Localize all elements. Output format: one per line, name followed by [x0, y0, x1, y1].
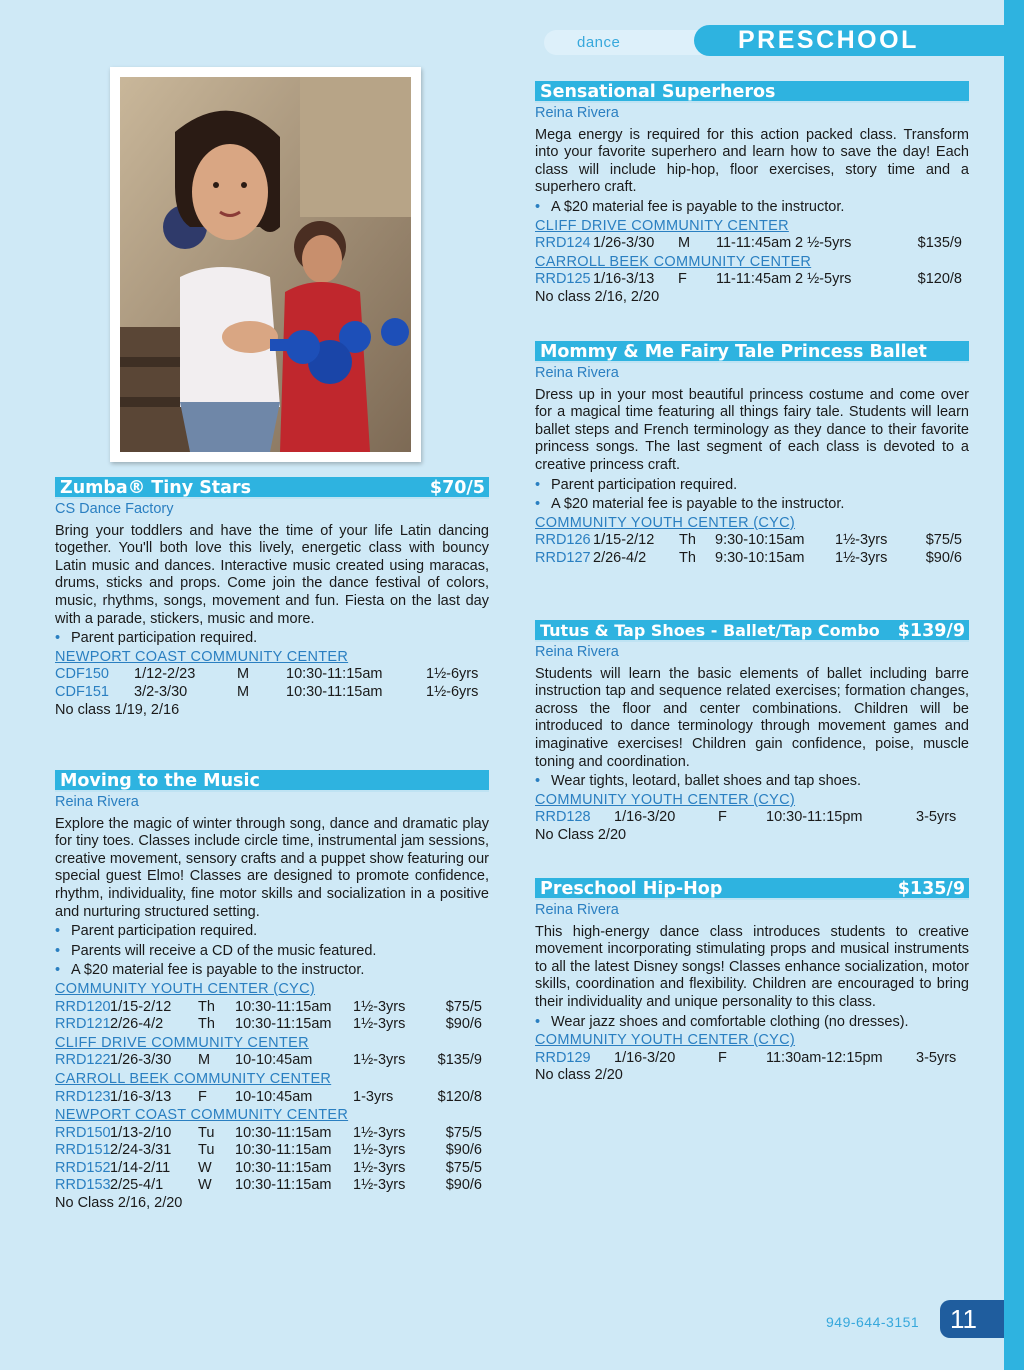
course-time: 10:30-11:15am: [235, 1016, 332, 1033]
class-price: $135/9: [897, 879, 965, 899]
class-mommy-and-me-princess-ballet: [535, 341, 969, 568]
class-description: Explore the magic of winter through song, dance and dramatic play for tiny toes. Classes include circle time, instrumental jam sessions, creative movement, sensory crafts and a puppet show featuring our special guest Elmo! Classes are designed to promote confidence, rhythm, individuality, fine motor skills and socialization in a positive and nurturing structured setting.: [55, 815, 489, 920]
class-moving-to-the-music: [55, 770, 489, 1213]
course-price: $90/6: [925, 549, 962, 566]
class-title: Tutus & Tap Shoes - Ballet/Tap Combo: [540, 621, 880, 640]
course-code[interactable]: RRD122: [55, 1052, 111, 1069]
course-time: 10:30-11:15am: [235, 1177, 332, 1194]
course-time: 10:30-11:15am: [235, 998, 332, 1015]
class-instructor: Reina Rivera: [535, 902, 619, 918]
course-dates: 3/2-3/30: [134, 683, 188, 700]
course-age: 2 ½-5yrs: [795, 235, 852, 252]
header-category: dance: [577, 34, 621, 51]
course-day: Th: [198, 998, 215, 1015]
location-link[interactable]: NEWPORT COAST COMMUNITY CENTER: [55, 1107, 349, 1124]
course-price: $120/8: [437, 1088, 482, 1105]
course-code[interactable]: RRD150: [55, 1124, 111, 1141]
class-title-bar: [55, 477, 489, 499]
course-day: M: [237, 666, 250, 683]
schedule-row: [535, 271, 969, 289]
course-code[interactable]: RRD124: [535, 235, 591, 252]
course-price: $75/5: [445, 1124, 482, 1141]
class-bullet: • Wear tights, leotard, ballet shoes and tap shoes.: [535, 773, 862, 790]
course-day: F: [678, 271, 687, 288]
course-price: $90/6: [445, 1142, 482, 1159]
location-link[interactable]: NEWPORT COAST COMMUNITY CENTER: [55, 648, 349, 665]
class-bullet: • Parent participation required.: [535, 476, 738, 493]
class-bullet: • Parent participation required.: [55, 923, 258, 940]
course-day: Tu: [198, 1142, 215, 1159]
course-dates: 1/16-3/20: [614, 1049, 676, 1066]
class-title: Mommy & Me Fairy Tale Princess Ballet: [540, 342, 927, 362]
schedule-row: [55, 1177, 489, 1195]
course-time: 9:30-10:15am: [715, 532, 805, 549]
schedule-row: [55, 1052, 489, 1070]
course-dates: 1/26-3/30: [593, 235, 655, 252]
footer-page-number: 11: [940, 1300, 1004, 1338]
course-code[interactable]: RRD120: [55, 998, 111, 1015]
schedule-row: [55, 1125, 489, 1143]
class-title: Zumba® Tiny Stars: [60, 478, 252, 498]
class-bullet: • Wear jazz shoes and comfortable clothing (no dresses).: [535, 1013, 909, 1030]
course-code[interactable]: CDF151: [55, 683, 109, 700]
course-price: $90/6: [445, 1177, 482, 1194]
bullet-text: Parent participation required.: [551, 476, 738, 493]
course-age: 3-5yrs: [916, 1049, 957, 1066]
schedule-row: [55, 666, 489, 684]
class-title-bar: [535, 341, 969, 363]
course-dates: 1/26-3/30: [110, 1052, 172, 1069]
course-day: Th: [679, 532, 696, 549]
course-age: 1½-3yrs: [835, 549, 888, 566]
photo-children-dancing: [110, 67, 421, 462]
course-age: 2 ½-5yrs: [795, 271, 852, 288]
class-note: No Class 2/20: [535, 826, 627, 843]
course-day: M: [678, 235, 691, 252]
schedule-row: [55, 999, 489, 1017]
class-title: Sensational Superheros: [540, 82, 776, 102]
course-price: $120/8: [917, 271, 962, 288]
photo-illustration: [120, 77, 411, 452]
course-age: 1½-3yrs: [353, 1177, 406, 1194]
class-description: Mega energy is required for this action packed class. Transform into your favorite superhero and learn how to save the day! Each class will include hip-hop, floor exercises, story time and a superhero craft.: [535, 126, 969, 196]
class-title: Moving to the Music: [60, 771, 260, 791]
class-bullet: • A $20 material fee is payable to the instructor.: [55, 962, 365, 979]
schedule-row: [55, 1016, 489, 1034]
schedule-row: [535, 809, 969, 827]
course-age: 1½-6yrs: [426, 666, 479, 683]
course-dates: 2/24-3/31: [110, 1142, 172, 1159]
course-dates: 1/15-2/12: [593, 532, 655, 549]
course-code[interactable]: RRD151: [55, 1142, 111, 1159]
course-time: 10-10:45am: [235, 1088, 313, 1105]
class-note: No class 2/16, 2/20: [535, 288, 660, 305]
course-code[interactable]: RRD126: [535, 532, 591, 549]
course-dates: 1/13-2/10: [110, 1124, 172, 1141]
course-time: 10:30-11:15am: [286, 683, 383, 700]
course-time: 10:30-11:15am: [235, 1142, 332, 1159]
bullet-text: Parents will receive a CD of the music featured.: [71, 942, 377, 959]
class-title-bar: [535, 81, 969, 103]
class-title-bar: [535, 878, 969, 900]
class-bullet: • Parents will receive a CD of the music featured.: [55, 942, 377, 959]
location-link[interactable]: CARROLL BEEK COMMUNITY CENTER: [55, 1070, 332, 1087]
bullet-text: Wear jazz shoes and comfortable clothing (no dresses).: [551, 1013, 909, 1030]
class-description: Bring your toddlers and have the time of your life Latin dancing together. You'll both love this lively, energetic class with bouncy Latin music and dances. Interactive music created using maracas, drums, sticks and props. Come join the dance festival of colors, music, rhythms, songs, movement and fun. Fiesta on the last day with a parade, stickers, music and more.: [55, 522, 489, 627]
course-price: $75/5: [445, 998, 482, 1015]
course-dates: 1/16-3/13: [593, 271, 655, 288]
course-code[interactable]: RRD129: [535, 1049, 591, 1066]
course-day: W: [198, 1159, 212, 1176]
location-link[interactable]: CARROLL BEEK COMMUNITY CENTER: [535, 253, 812, 270]
class-title-bar: [535, 620, 969, 642]
course-time: 10:30-11:15am: [286, 666, 383, 683]
course-code[interactable]: RRD121: [55, 1016, 111, 1033]
course-day: M: [237, 683, 250, 700]
location-link[interactable]: CLIFF DRIVE COMMUNITY CENTER: [55, 1034, 309, 1051]
class-price: $70/5: [429, 478, 485, 498]
class-instructor: Reina Rivera: [535, 365, 619, 381]
bullet-text: Parent participation required.: [71, 630, 258, 647]
location-link[interactable]: CLIFF DRIVE COMMUNITY CENTER: [535, 217, 789, 234]
course-time: 11:30am-12:15pm: [766, 1049, 883, 1066]
class-bullet: • A $20 material fee is payable to the instructor.: [535, 496, 845, 513]
course-price: $75/5: [925, 532, 962, 549]
schedule-row: [535, 550, 969, 568]
course-time: 10:30-11:15am: [235, 1159, 332, 1176]
class-note: No Class 2/16, 2/20: [55, 1195, 183, 1212]
course-day: Th: [198, 1016, 215, 1033]
course-code[interactable]: RRD127: [535, 549, 591, 566]
course-time: 11-11:45am: [716, 271, 792, 288]
course-dates: 2/26-4/2: [110, 1016, 164, 1033]
course-age: 1½-3yrs: [353, 1016, 406, 1033]
course-day: M: [198, 1052, 211, 1069]
bullet-text: A $20 material fee is payable to the instructor.: [71, 962, 365, 979]
course-time: 10:30-11:15am: [235, 1124, 332, 1141]
schedule-row: [55, 684, 489, 702]
class-sensational-superheros: [535, 81, 969, 307]
class-description: Students will learn the basic elements of ballet including barre instruction tap and sequence related exercises; formation changes, across the floor and center combinations. Children will be introduced to dance terminology through movement games and imaginative exercises! Children gain confidence, poise, muscle toning and coordination.: [535, 665, 969, 770]
course-dates: 1/15-2/12: [110, 998, 172, 1015]
location-link[interactable]: COMMUNITY YOUTH CENTER (CYC): [535, 1032, 796, 1049]
course-dates: 1/16-3/20: [614, 809, 676, 826]
course-price: $75/5: [445, 1159, 482, 1176]
class-instructor: CS Dance Factory: [55, 501, 174, 517]
class-note: No class 2/20: [535, 1067, 623, 1084]
schedule-row: [55, 1160, 489, 1178]
bullet-text: Parent participation required.: [71, 923, 258, 940]
class-bullet: • A $20 material fee is payable to the instructor.: [535, 198, 845, 215]
location-link[interactable]: COMMUNITY YOUTH CENTER (CYC): [535, 514, 796, 531]
class-instructor: Reina Rivera: [55, 794, 139, 810]
schedule-row: [535, 1050, 969, 1068]
class-instructor: Reina Rivera: [535, 105, 619, 121]
location-link[interactable]: COMMUNITY YOUTH CENTER (CYC): [535, 791, 796, 808]
class-zumba-tiny-stars: [55, 477, 489, 719]
footer-phone: 949-644-3151: [826, 1314, 920, 1330]
schedule-row: [535, 235, 969, 253]
course-age: 1½-3yrs: [353, 1124, 406, 1141]
course-price: $135/9: [917, 235, 962, 252]
course-time: 10:30-11:15pm: [766, 809, 863, 826]
course-age: 1½-3yrs: [353, 998, 406, 1015]
course-age: 1-3yrs: [353, 1088, 394, 1105]
bullet-text: A $20 material fee is payable to the instructor.: [551, 198, 845, 215]
course-age: 1½-3yrs: [353, 1052, 406, 1069]
course-code[interactable]: RRD152: [55, 1159, 111, 1176]
course-dates: 2/26-4/2: [593, 549, 647, 566]
course-age: 1½-3yrs: [353, 1159, 406, 1176]
course-code[interactable]: RRD123: [55, 1088, 111, 1105]
class-note: No class 1/19, 2/16: [55, 701, 180, 718]
course-age: 3-5yrs: [916, 809, 957, 826]
course-code[interactable]: RRD128: [535, 809, 591, 826]
course-day: F: [198, 1088, 207, 1105]
course-time: 11-11:45am: [716, 235, 792, 252]
course-price: $90/6: [445, 1016, 482, 1033]
course-day: Tu: [198, 1124, 215, 1141]
course-age: 1½-6yrs: [426, 683, 479, 700]
course-dates: 2/25-4/1: [110, 1177, 164, 1194]
course-dates: 1/16-3/13: [110, 1088, 172, 1105]
course-time: 10-10:45am: [235, 1052, 313, 1069]
course-code[interactable]: CDF150: [55, 666, 109, 683]
location-link[interactable]: COMMUNITY YOUTH CENTER (CYC): [55, 980, 316, 997]
bullet-text: Wear tights, leotard, ballet shoes and tap shoes.: [551, 773, 862, 790]
course-price: $135/9: [437, 1052, 482, 1069]
course-dates: 1/12-2/23: [134, 666, 196, 683]
course-code[interactable]: RRD153: [55, 1177, 111, 1194]
class-title: Preschool Hip-Hop: [540, 879, 723, 899]
course-day: Th: [679, 549, 696, 566]
course-age: 1½-3yrs: [835, 532, 888, 549]
course-day: F: [718, 809, 727, 826]
class-instructor: Reina Rivera: [535, 644, 619, 660]
course-day: W: [198, 1177, 212, 1194]
course-dates: 1/14-2/11: [110, 1159, 171, 1176]
bullet-text: A $20 material fee is payable to the instructor.: [551, 496, 845, 513]
course-age: 1½-3yrs: [353, 1142, 406, 1159]
class-bullet: • Parent participation required.: [55, 630, 258, 647]
header-section-title: PRESCHOOL: [738, 26, 919, 54]
course-code[interactable]: RRD125: [535, 271, 591, 288]
class-description: This high-energy dance class introduces students to creative movement incorporating stimulating props and musical instruments to all the latest Disney songs! Classes enhance socialization, motor skills, coordination and flexibility. Children are encouraged to bring their individuality and unique personality to this class.: [535, 923, 969, 1010]
class-title-bar: [55, 770, 489, 792]
class-price: $139/9: [897, 621, 965, 641]
schedule-row: [535, 532, 969, 550]
right-edge-strip: [1004, 0, 1024, 1370]
class-description: Dress up in your most beautiful princess costume and come over for a magical time featuring all things fairy tale. Students will learn ballet steps and French terminology as they dance to their favorite princess songs. The last segment of each class is devoted to a creative princess craft.: [535, 386, 969, 473]
course-day: F: [718, 1049, 727, 1066]
schedule-row: [55, 1089, 489, 1107]
class-tutus-and-tap-shoes: [535, 620, 969, 845]
class-preschool-hip-hop: [535, 878, 969, 1085]
schedule-row: [55, 1142, 489, 1160]
course-time: 9:30-10:15am: [715, 549, 805, 566]
